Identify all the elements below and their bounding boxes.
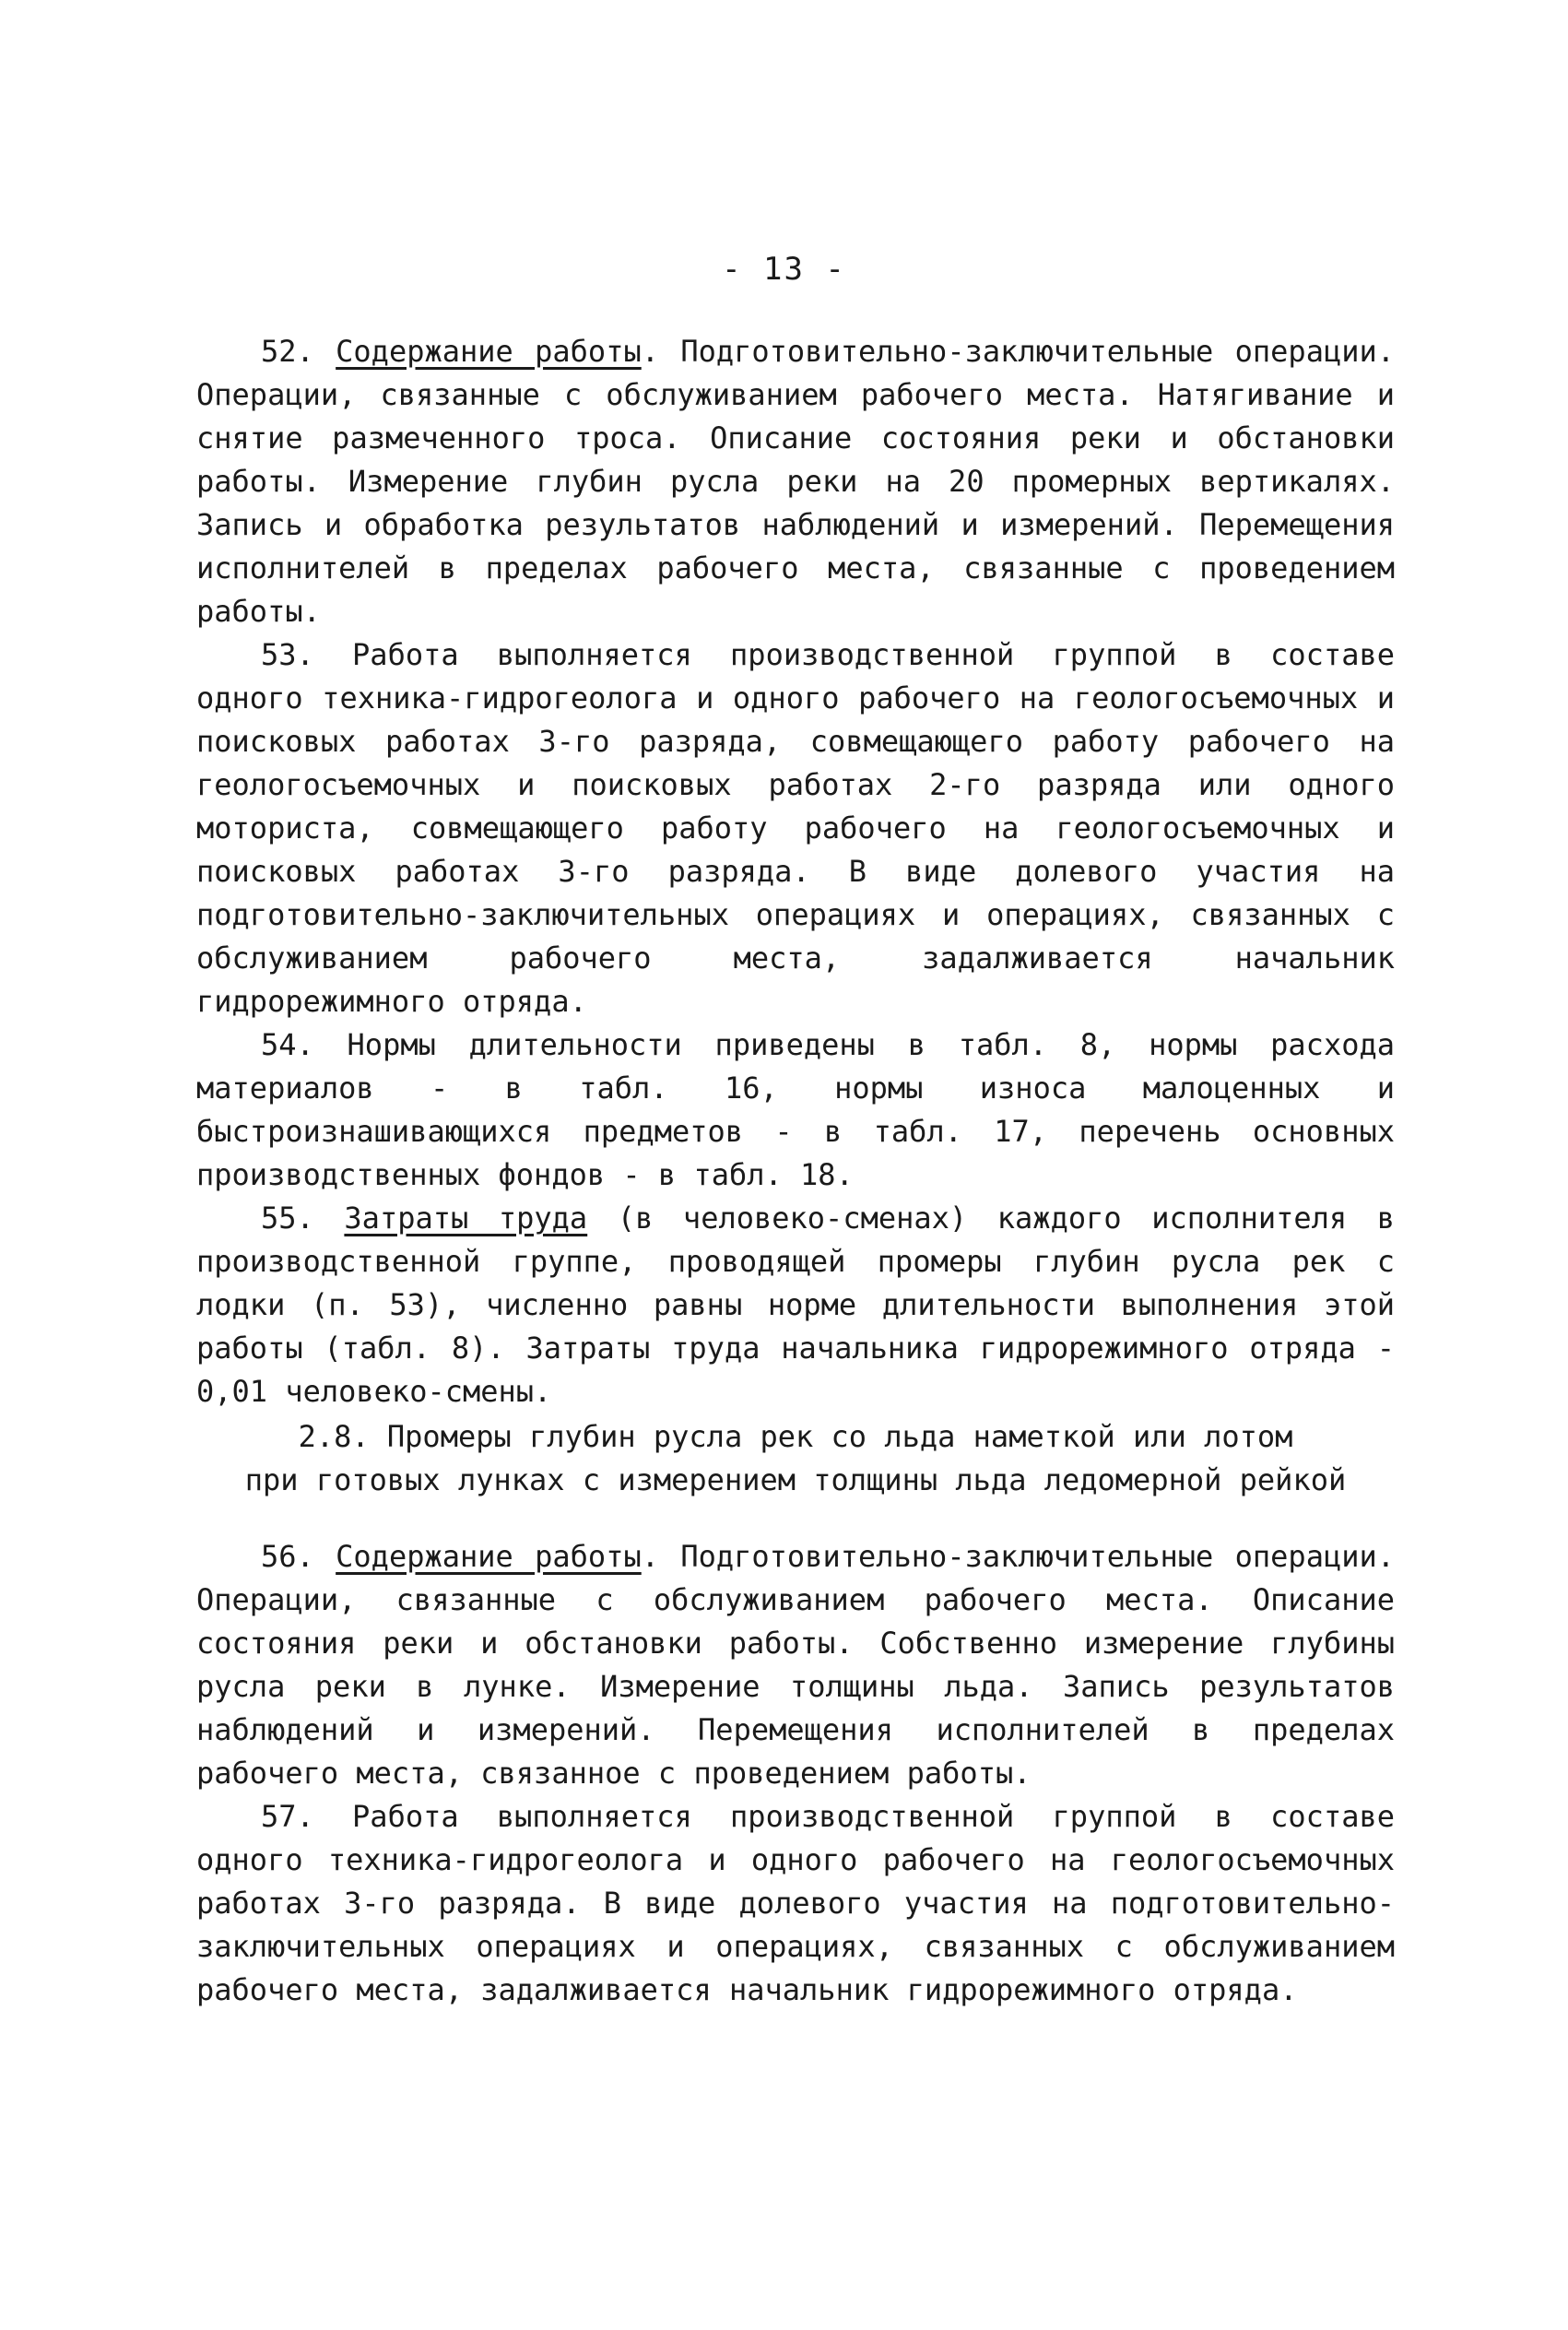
paragraph-55-text: (в человеко-сменах) каждого исполнителя в производственной группе, проводящей промеры глубин русла рек с лодки (п. 53), численно равны норме длительности выполнения этой работы (табл. 8). Затраты труда начальника гидрорежимного отряда - 0,01 человеко-смены.: [196, 1200, 1396, 1409]
paragraph-56-number: 56.: [261, 1539, 314, 1574]
section-2-7-body: [196, 330, 1395, 1413]
paragraph-52: [196, 330, 1395, 633]
paragraph-52-title: Содержание работы: [336, 334, 642, 369]
paragraph-56-title: Содержание работы: [336, 1539, 642, 1574]
paragraph-56: [196, 1535, 1395, 1795]
paragraph-54: 54. Нормы длительности приведены в табл. 8, нормы расхода материалов - в табл. 16, нормы износа малоценных и быстроизнашивающихся предметов - в табл. 17, перечень основных производственных фондов - в табл. 18.: [196, 1027, 1395, 1192]
section-heading-line-1: 2.8. Промеры глубин русла рек со льда наметкой или лотом: [298, 1419, 1293, 1454]
paragraph-53: 53. Работа выполняется производственной группой в составе одного техника-гидрогеолога и одного рабочего на геологосъемочных и поисковых работах 3-го разряда, совмещающего работу рабочего на геологосъемочных и поисковых работах 2-го разряда или одного моториста, совмещающего работу рабочего на геологосъемочных и поисковых работах 3-го разряда. В виде долевого участия на подготовительно-заключительных операциях и операциях, связанных с обслуживанием рабочего места, задалживается начальник гидрорежимного отряда.: [196, 637, 1395, 1019]
paragraph-55: [196, 1197, 1395, 1413]
section-heading-line-2: при готовых лунках с измерением толщины льда ледомерной рейкой: [244, 1462, 1347, 1497]
paragraph-57: 57. Работа выполняется производственной группой в составе одного техника-гидрогеолога и одного рабочего на геологосъемочных работах 3-го разряда. В виде долевого участия на подготовительно-заключительных операциях и операциях, связанных с обслуживанием рабочего места, задалживается начальник гидрорежимного отряда.: [196, 1799, 1395, 2007]
paragraph-52-text: . Подготовительно-заключительные операции. Операции, связанные с обслуживанием рабочего места. Натягивание и снятие размеченного троса. Описание состояния реки и обстановки работы. Измерение глубин русла реки на 20 промерных вертикалях. Запись и обработка результатов наблюдений и измерений. Перемещения исполнителей в пределах рабочего места, связанные с проведением работы.: [196, 334, 1396, 629]
paragraph-52-number: 52.: [261, 334, 314, 369]
section-2-8-body: [196, 1535, 1395, 2012]
paragraph-55-title: Затраты труда: [344, 1200, 588, 1236]
paragraph-55-number: 55.: [261, 1200, 314, 1236]
paragraph-56-text: . Подготовительно-заключительные операции. Операции, связанные с обслуживанием рабочего места. Описание состояния реки и обстановки работы. Собственно измерение глубины русла реки в лунке. Измерение толщины льда. Запись результатов наблюдений и измерений. Перемещения исполнителей в пределах рабочего места, связанное с проведением работы.: [196, 1539, 1396, 1791]
page-number: - 13 -: [722, 251, 846, 288]
section-2-8-heading: [196, 1415, 1395, 1502]
